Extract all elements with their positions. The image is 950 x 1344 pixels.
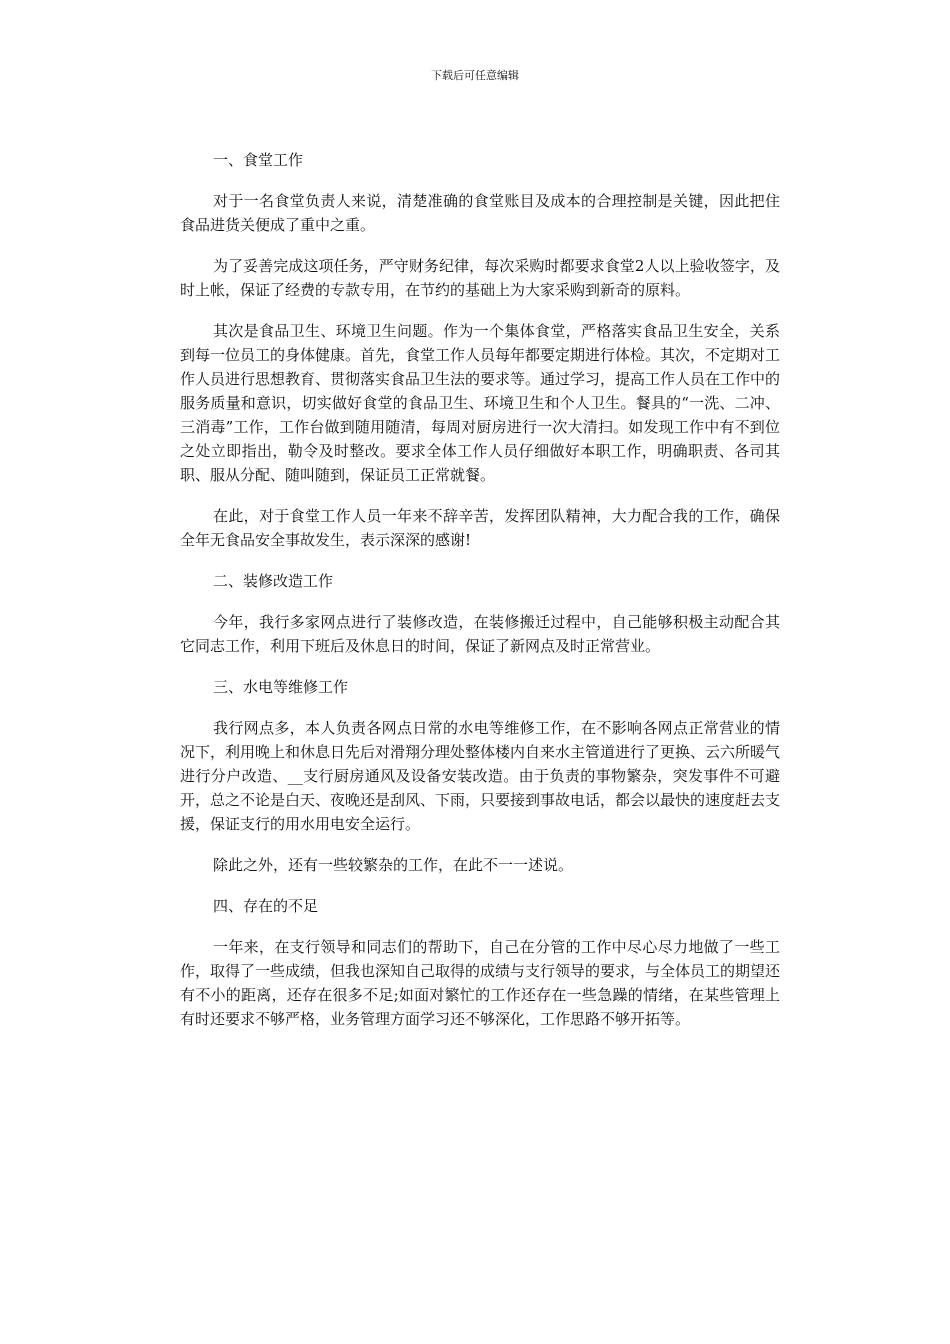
paragraph: 一年来，在支行领导和同志们的帮助下，自己在分管的工作中尽心尽力地做了一些工作，取得了一些成绩，但我也深知自己取得的成绩与支行领导的要求，与全体员工的期望还有不小的距离，还存在很多不足;如面对繁忙的工作还存在一些急躁的情绪，在某些管理上有时还要求不够严格，业务管理方面学习还不够深化，工作思路不够开拓等。 (180, 938, 781, 1028)
section-heading: 四、存在的不足 (213, 897, 319, 915)
paragraph: 除此之外，还有一些较繁杂的工作，在此不一一述说。 (213, 856, 574, 874)
paragraph: 我行网点多，本人负责各网点日常的水电等维修工作，在不影响各网点正常营业的情况下，利用晚上和休息日先后对滑翔分理处整体楼内自来水主管道进行了更换、云六所暖气进行分户改造、__支行厨房通风及设备安装改造。由于负责的事物繁杂，突发事件不可避开，总之不论是白天、夜晚还是刮风、下雨，只要接到事故电话，都会以最快的速度赶去支援，保证支行的用水用电安全运行。 (180, 719, 781, 833)
section-heading: 二、装修改造工作 (213, 572, 334, 590)
document-body (180, 148, 780, 1048)
paragraph: 为了妥善完成这项任务，严守财务纪律，每次采购时都要求食堂2人以上验收签字，及时上帐，保证了经费的专款专用，在节约的基础上为大家采购到新奇的原料。 (180, 257, 780, 299)
paragraph: 对于一名食堂负责人来说，清楚准确的食堂账目及成本的合理控制是关键，因此把住食品进货关便成了重中之重。 (180, 192, 780, 234)
paragraph: 在此，对于食堂工作人员一年来不辞辛苦，发挥团队精神，大力配合我的工作，确保全年无食品安全事故发生，表示深深的感谢! (180, 507, 780, 549)
paragraph: 今年，我行多家网点进行了装修改造，在装修搬迁过程中，自己能够积极主动配合其它同志工作，利用下班后及休息日的时间，保证了新网点及时正常营业。 (180, 613, 780, 655)
page-header: 下载后可任意编辑 (431, 69, 519, 82)
section-maintenance (180, 675, 780, 877)
section-heading: 一、食堂工作 (213, 151, 304, 169)
paragraph: 其次是食品卫生、环境卫生问题。作为一个集体食堂，严格落实食品卫生安全，关系到每一位员工的身体健康。首先，食堂工作人员每年都要定期进行体检。其次，不定期对工作人员进行思想教育、贯彻落实食品卫生法的要求等。通过学习，提高工作人员在工作中的服务质量和意识，切实做好食堂的食品卫生、环境卫生和个人卫生。餐具的“一洗、二冲、三消毒”工作，工作台做到随用随清，每周对厨房进行一次大清扫。如发现工作中有不到位之处立即指出，勒令及时整改。要求全体工作人员仔细做好本职工作，明确职责、各司其职、服从分配、随叫随到，保证员工正常就餐。 (180, 322, 781, 484)
section-renovation (180, 569, 780, 658)
section-canteen (180, 148, 780, 552)
section-heading: 三、水电等维修工作 (213, 678, 349, 696)
section-shortcomings (180, 894, 780, 1031)
